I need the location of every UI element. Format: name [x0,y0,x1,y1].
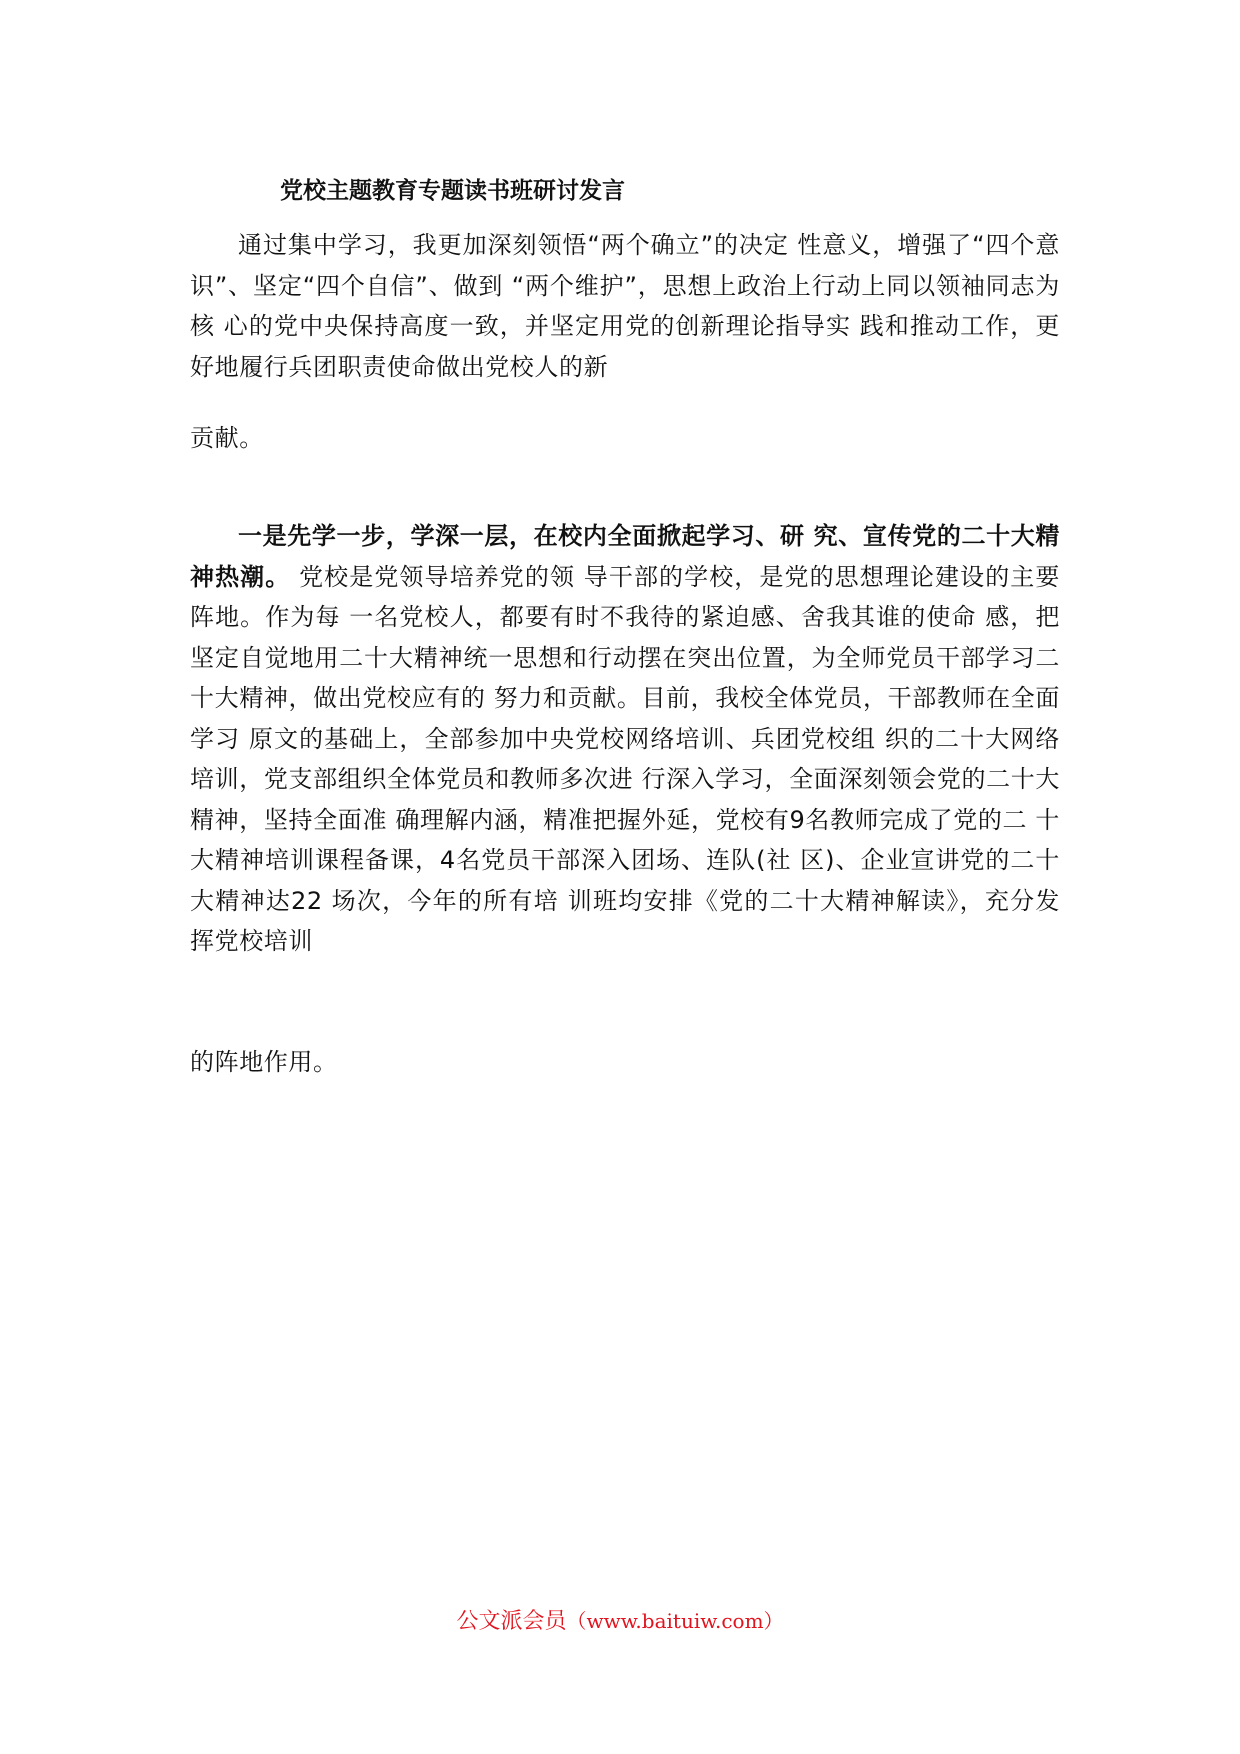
paragraph-2-lead: 一是先学一步，学深一层，在校内全面掀起学习、研 究、宣传党的二十大精神热潮。 [190,522,1060,591]
paragraph-2-tail: 的阵地作用。 [190,1048,338,1076]
footer-url[interactable]: （www.baituiw.com） [566,1609,784,1633]
document-title: 党校主题教育专题读书班研讨发言 [280,178,625,204]
paragraph-1: 通过集中学习，我更加深刻领悟“两个确立”的决定 性意义，增强了“四个意识”、坚定“四个自信”、做到 “两个维护”，思想上政治上行动上同以领袖同志为核 心的党中央保持高度一致，并坚定用党的创新理论指导实 践和推动工作，更好地履行兵团职责使命做出党校人的新 [190,231,1060,381]
paragraph-2-body: 党校是党领导培养党的领 导干部的学校，是党的思想理论建设的主要阵地。作为每 一名党校人，都要有时不我待的紧迫感、舍我其谁的使命 感，把坚定自觉地用二十大精神统一思想和行动摆在突出位置，为全师党员干部学习二十大精神，做出党校应有的 努力和贡献。目前，我校全体党员，干部教师在全面学习 原文的基础上，全部参加中央党校网络培训、兵团党校组 织的二十大网络培训，党支部组织全体党员和教师多次进 行深入学习，全面深刻领会党的二十大精神，坚持全面准 确理解内涵，精准把握外延，党校有9名教师完成了党的二 十大精神培训课程备课，4名党员干部深入团场、连队(社 区)、企业宣讲党的二十大精神达22 场次，今年的所有培 训班均安排《党的二十大精神解读》，充分发挥党校培训 [190,562,1060,955]
footer-brand: 公文派会员 [456,1609,567,1634]
footer-watermark [0,1604,1240,1635]
paragraph-2 [190,516,1060,962]
paragraph-1-tail: 贡献。 [190,424,264,452]
